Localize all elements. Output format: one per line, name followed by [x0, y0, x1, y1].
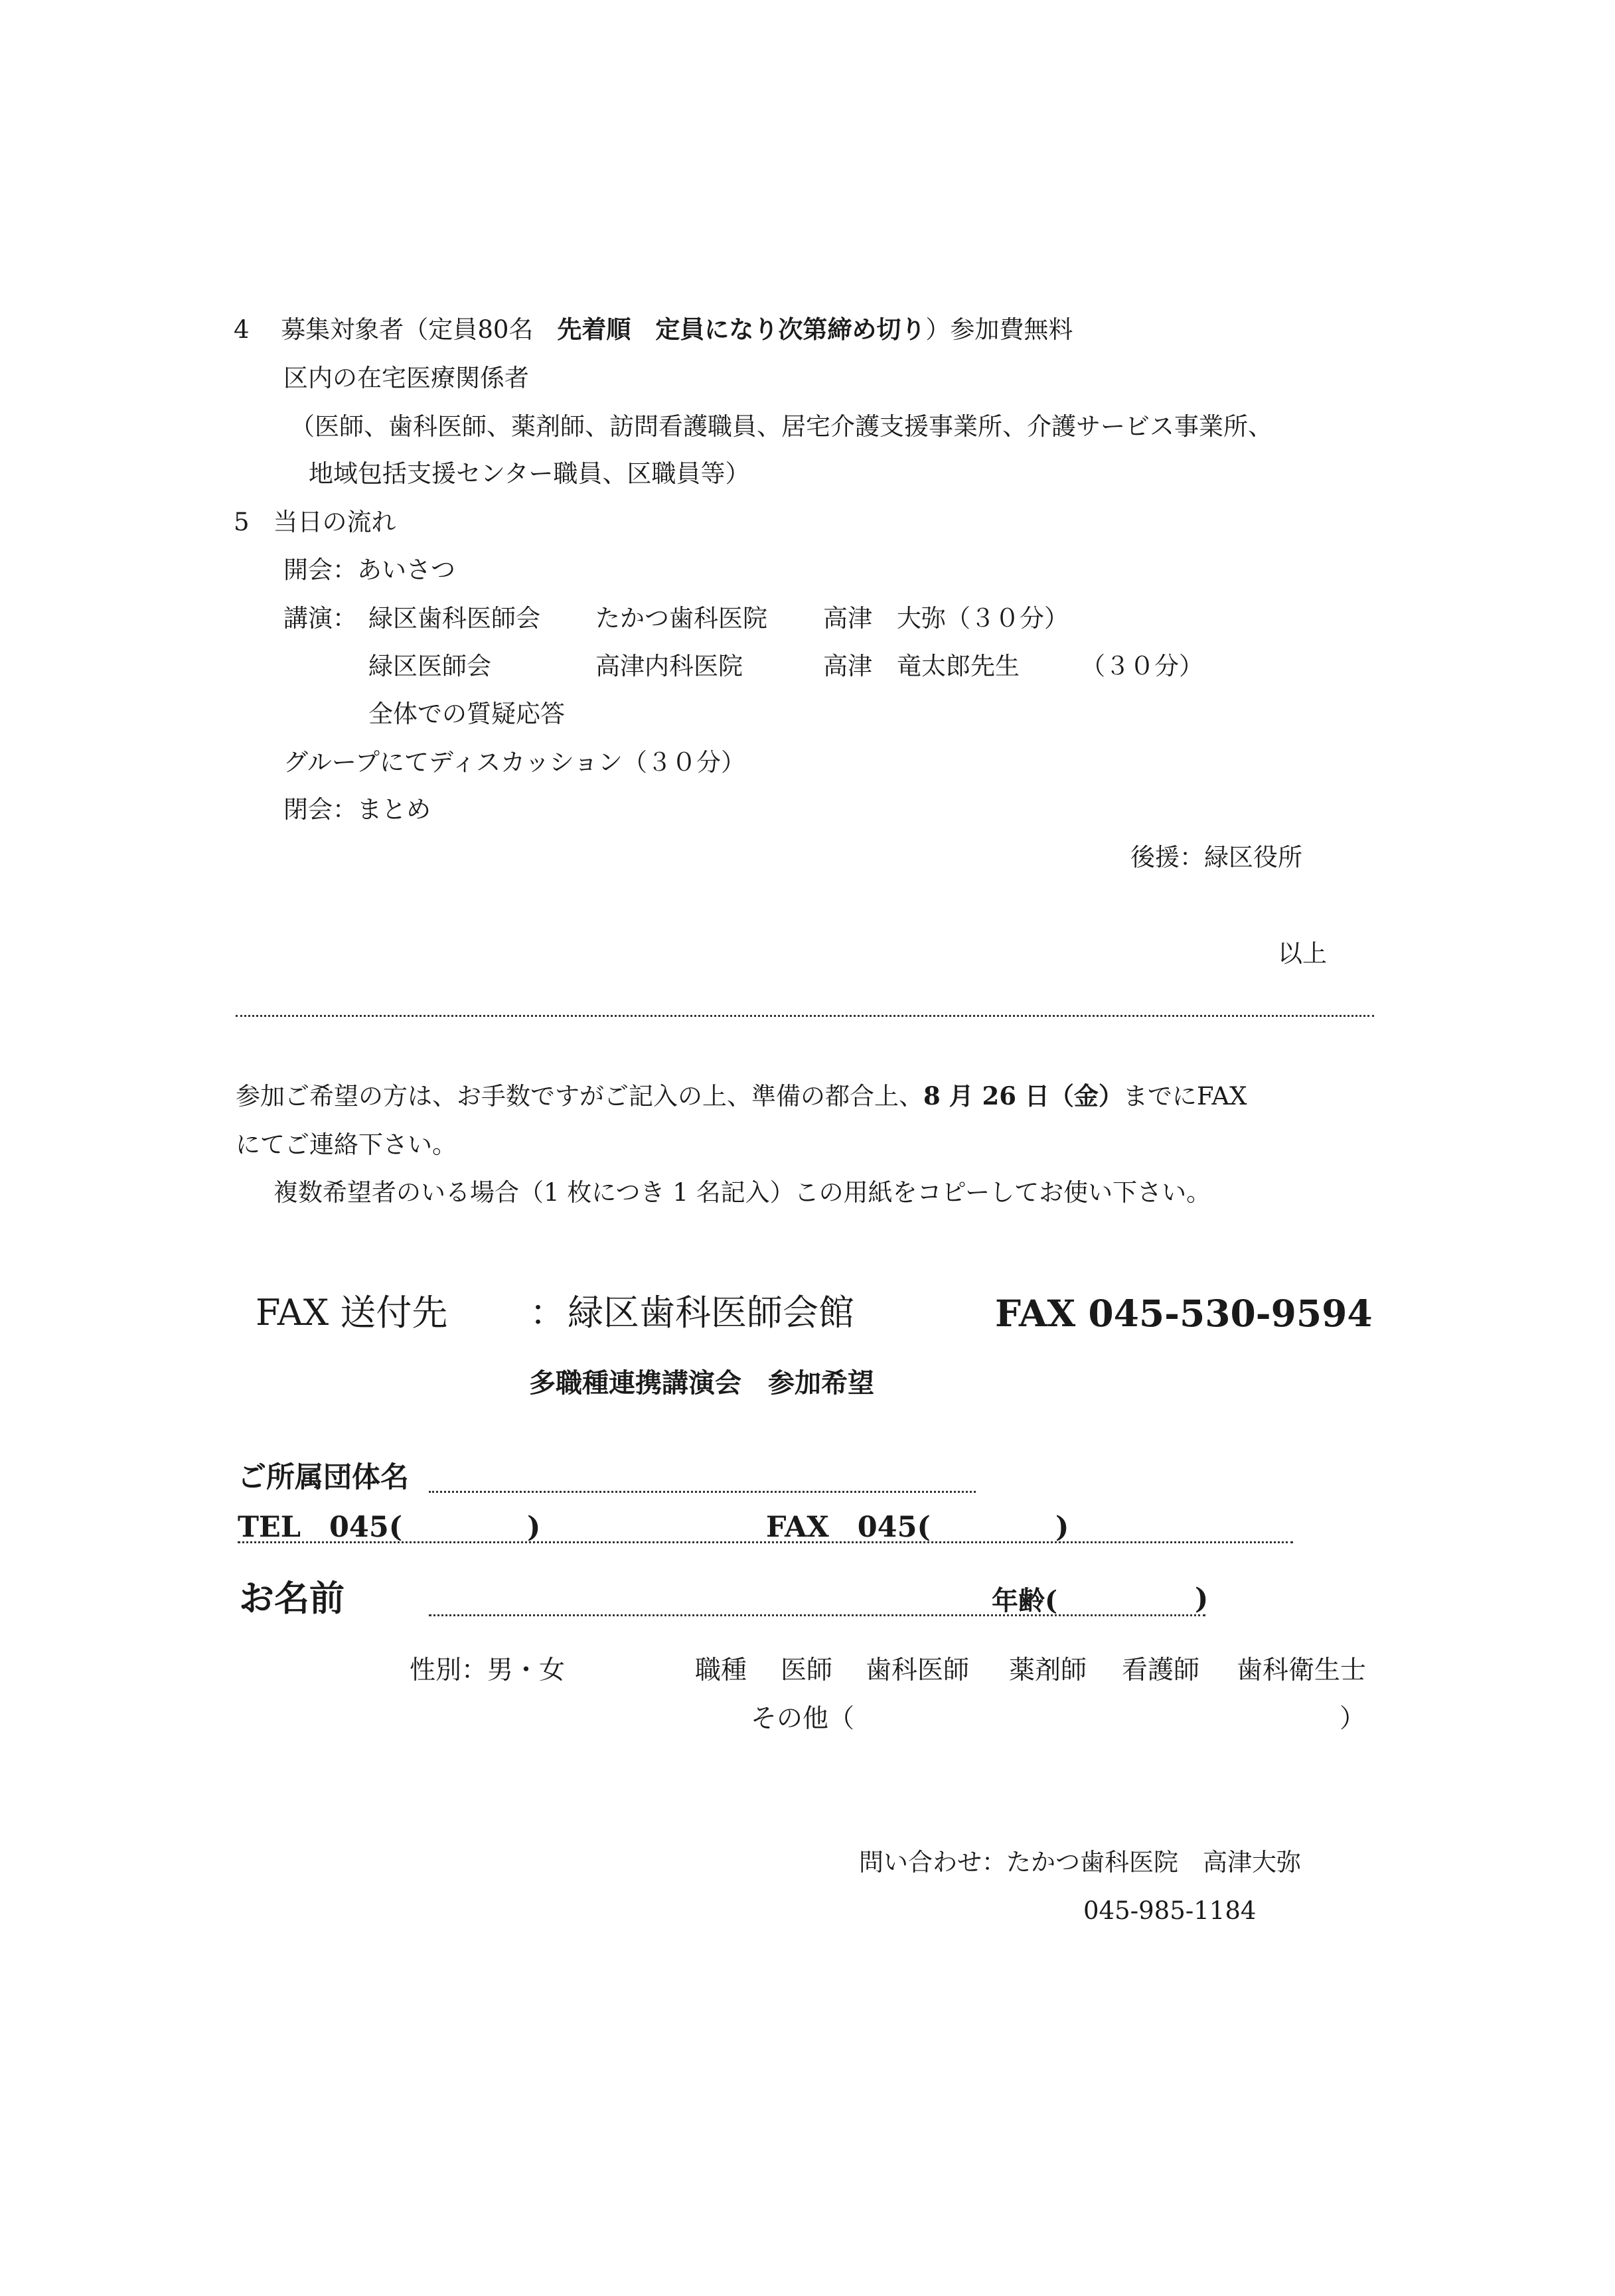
section4-target: 区内の在宅医療関係者: [283, 364, 529, 392]
program-lecture-label: 講演：: [283, 604, 357, 633]
program-closing: 閉会：まとめ: [283, 795, 431, 824]
section4-line-heading: [234, 317, 1073, 342]
notice-line2: にてご連絡下さい。: [236, 1130, 457, 1159]
notice-text-b: までに: [1122, 1082, 1197, 1110]
name-label: お名前: [239, 1578, 345, 1619]
section5-number: 5: [234, 508, 250, 536]
fax-close: ): [1055, 1511, 1069, 1544]
occupation-option-doctor[interactable]: 医師: [781, 1655, 833, 1685]
occupation-other-label[interactable]: その他（: [751, 1704, 855, 1734]
occupation-option-dentist[interactable]: 歯科医師: [866, 1655, 970, 1685]
section4-roles-line1: （医師、歯科医師、薬剤師、訪問看護職員、居宅介護支援事業所、介護サービス事業所、: [290, 412, 1272, 441]
contact-info: 問い合わせ：たかつ歯科医院 高津大弥: [859, 1848, 1301, 1876]
program-qa: 全体での質疑応答: [368, 700, 565, 728]
section4-roles-line2: 地域包括支援センター職員、区職員等）: [309, 459, 750, 488]
tel-label: TEL 045(: [238, 1511, 403, 1544]
form-title: 多職種連携講演会 参加希望: [529, 1368, 874, 1399]
lecture2-org: 緑区医師会: [368, 652, 491, 680]
tel-close: ): [527, 1511, 541, 1544]
occupation-option-dental-hygienist[interactable]: 歯科衛生士: [1237, 1655, 1367, 1685]
age-label: 年齢(: [992, 1585, 1057, 1616]
section4-heading-bold: 先着順 定員になり次第締め切り: [557, 315, 926, 344]
org-label: ご所属団体名: [238, 1461, 409, 1494]
occupation-option-pharmacist[interactable]: 薬剤師: [1009, 1655, 1087, 1685]
notice-text-a: 参加ご希望の方は、お手数ですがご記入の上、準備の都合上、: [236, 1082, 923, 1110]
fax-label: FAX 045(: [766, 1511, 931, 1544]
lecture1-speaker: 高津 大弥（３０分）: [823, 604, 1069, 633]
lecture2-duration: （３０分）: [1081, 652, 1203, 680]
section4-capacity: 80: [477, 315, 509, 344]
section5-line-heading: [234, 510, 396, 534]
program-group-discussion: グループにてディスカッション（３０分）: [283, 748, 745, 777]
section4-heading-c: ）参加費無料: [925, 315, 1073, 344]
notice-fax: FAX: [1196, 1082, 1247, 1110]
fax-destination-label: FAX 送付先: [256, 1292, 448, 1334]
section4-heading-b: 名: [508, 315, 534, 344]
cut-line-divider: [236, 1015, 1374, 1017]
program-opening: 開会：あいさつ: [283, 556, 455, 584]
fax-destination-colon: ：: [530, 1292, 566, 1334]
fax-destination-number: FAX 045-530-9594: [995, 1292, 1373, 1335]
lecture1-clinic: たかつ歯科医院: [595, 604, 767, 633]
fax-destination-name: 緑区歯科医師会館: [568, 1292, 854, 1334]
occupation-other-close: ）: [1340, 1704, 1366, 1734]
gender-field[interactable]: 性別：男・女: [410, 1655, 566, 1685]
support-org: 後援：緑区役所: [1130, 843, 1302, 872]
notice-line3: 複数希望者のいる場合（1 枚につき 1 名記入）この用紙をコピーしてお使い下さい。: [273, 1178, 1211, 1207]
notice-deadline: 8 月 26 日（金）: [923, 1081, 1123, 1110]
section4-number: 4: [234, 315, 250, 344]
tel-fax-input-line[interactable]: [238, 1541, 1293, 1543]
age-close: ): [1195, 1582, 1209, 1616]
section5-heading: 当日の流れ: [273, 508, 396, 536]
notice-line1: [236, 1081, 1247, 1110]
name-input-line[interactable]: [429, 1614, 1205, 1616]
lecture2-clinic: 高津内科医院: [595, 652, 743, 680]
lecture1-org: 緑区歯科医師会: [368, 604, 540, 633]
lecture2-speaker: 高津 竜太郎先生: [823, 652, 1020, 680]
end-mark: 以上: [1278, 939, 1327, 968]
contact-phone: 045-985-1184: [1083, 1896, 1257, 1925]
section4-heading-a: 募集対象者（定員: [281, 315, 478, 344]
org-input-line[interactable]: [429, 1491, 976, 1493]
occupation-option-nurse[interactable]: 看護師: [1122, 1655, 1200, 1685]
occupation-label: 職種: [695, 1655, 747, 1685]
